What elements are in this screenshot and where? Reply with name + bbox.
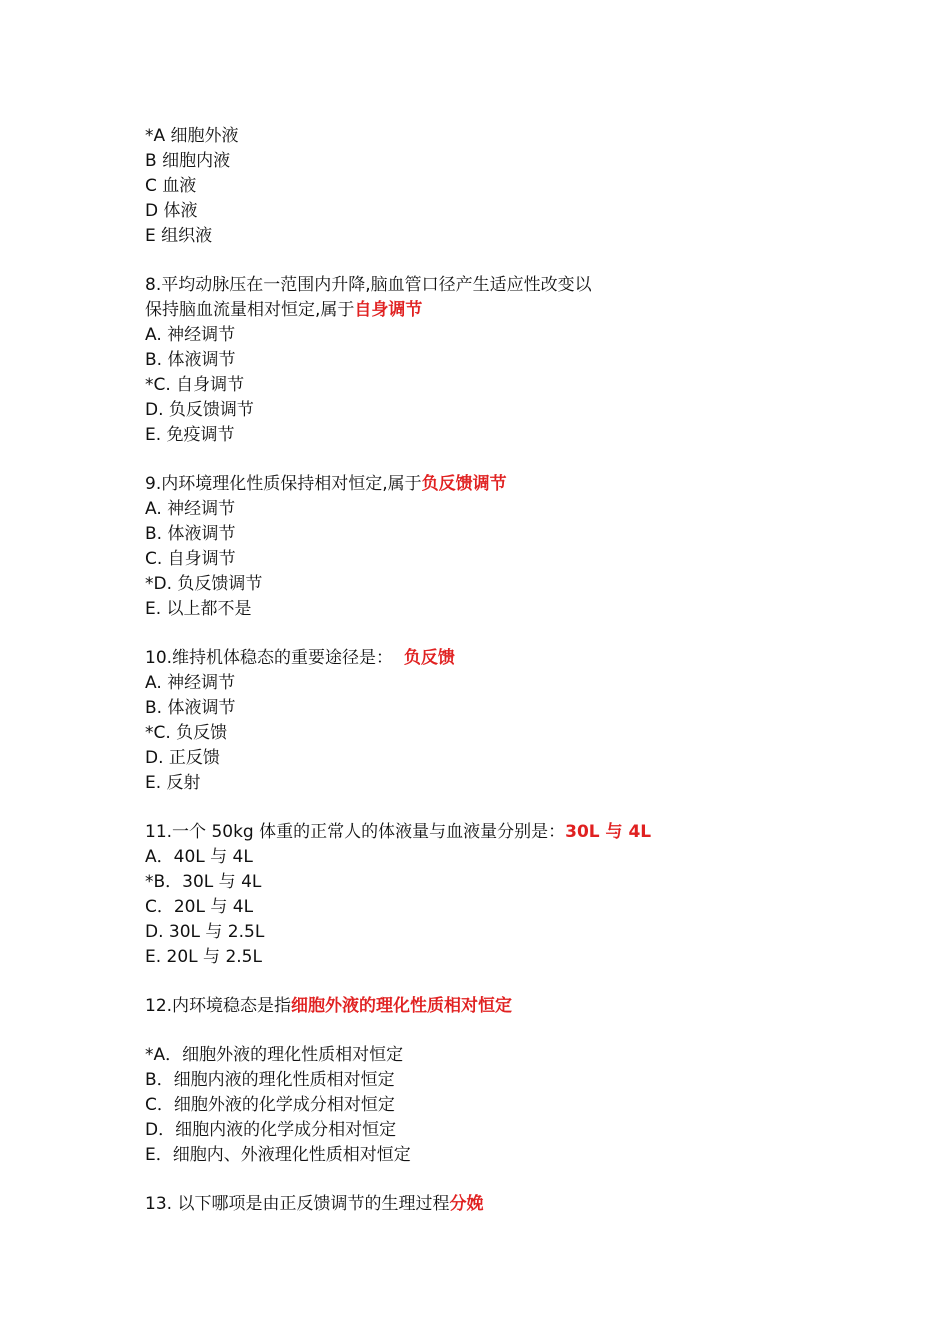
option: B. 体液调节: [145, 350, 236, 370]
document-page: [145, 124, 845, 1217]
question-10: [145, 646, 845, 796]
option: C．20L 与 4L: [145, 897, 254, 917]
option: E. 20L 与 2.5L: [145, 947, 262, 967]
option: A. 神经调节: [145, 499, 236, 519]
question-stem: [145, 820, 845, 845]
question-13: [145, 1192, 845, 1217]
option: C 血液: [145, 176, 197, 196]
option: C. 自身调节: [145, 549, 236, 569]
question-stem: [145, 646, 845, 671]
option: B. 体液调节: [145, 698, 236, 718]
question-stem: 8.平均动脉压在一范围内升降,脑血管口径产生适应性改变以: [145, 275, 592, 295]
option: D 体液: [145, 201, 198, 221]
question-stem: [145, 1192, 845, 1217]
question-11: [145, 820, 845, 970]
stem-text: 11.一个 50kg 体重的正常人的体液量与血液量分别是：: [145, 822, 566, 842]
option: D．细胞内液的化学成分相对恒定: [145, 1120, 397, 1140]
answer-highlight: 分娩: [449, 1194, 484, 1214]
option: C．细胞外液的化学成分相对恒定: [145, 1095, 395, 1115]
option: *A 细胞外液: [145, 126, 239, 146]
answer-highlight: 30L 与 4L: [565, 822, 652, 842]
question-stem-continued: [145, 298, 845, 323]
option: A. 神经调节: [145, 325, 236, 345]
question-9: [145, 472, 845, 622]
stem-text: 13. 以下哪项是由正反馈调节的生理过程: [145, 1194, 450, 1214]
option: E. 以上都不是: [145, 599, 252, 619]
option: *C. 自身调节: [145, 375, 245, 395]
option: *B．30L 与 4L: [145, 872, 262, 892]
option: E．细胞内、外液理化性质相对恒定: [145, 1145, 411, 1165]
answer-highlight: 负反馈调节: [421, 474, 507, 494]
answer-highlight: 细胞外液的理化性质相对恒定: [291, 996, 513, 1016]
option: D. 负反馈调节: [145, 400, 254, 420]
option: B. 体液调节: [145, 524, 236, 544]
stem-text: 10.维持机体稳态的重要途径是：: [145, 648, 404, 668]
question-stem: [145, 472, 845, 497]
question-7-options: [145, 124, 845, 249]
option: *C. 负反馈: [145, 723, 228, 743]
question-stem: [145, 994, 845, 1019]
question-8: [145, 273, 845, 448]
option: E. 反射: [145, 773, 201, 793]
option: D. 30L 与 2.5L: [145, 922, 265, 942]
option: E. 免疫调节: [145, 425, 235, 445]
option: *A．细胞外液的理化性质相对恒定: [145, 1045, 404, 1065]
option: *D. 负反馈调节: [145, 574, 263, 594]
answer-highlight: 自身调节: [354, 300, 423, 320]
option: E 组织液: [145, 226, 213, 246]
question-12: [145, 994, 845, 1168]
option: B．细胞内液的理化性质相对恒定: [145, 1070, 395, 1090]
stem-text: 12.内环境稳态是指: [145, 996, 292, 1016]
stem-text: 保持脑血流量相对恒定,属于: [145, 300, 355, 320]
answer-highlight: 负反馈: [403, 648, 455, 668]
option: A．40L 与 4L: [145, 847, 253, 867]
stem-text: 9.内环境理化性质保持相对恒定,属于: [145, 474, 422, 494]
option: B 细胞内液: [145, 151, 231, 171]
option: A. 神经调节: [145, 673, 236, 693]
option: D. 正反馈: [145, 748, 220, 768]
